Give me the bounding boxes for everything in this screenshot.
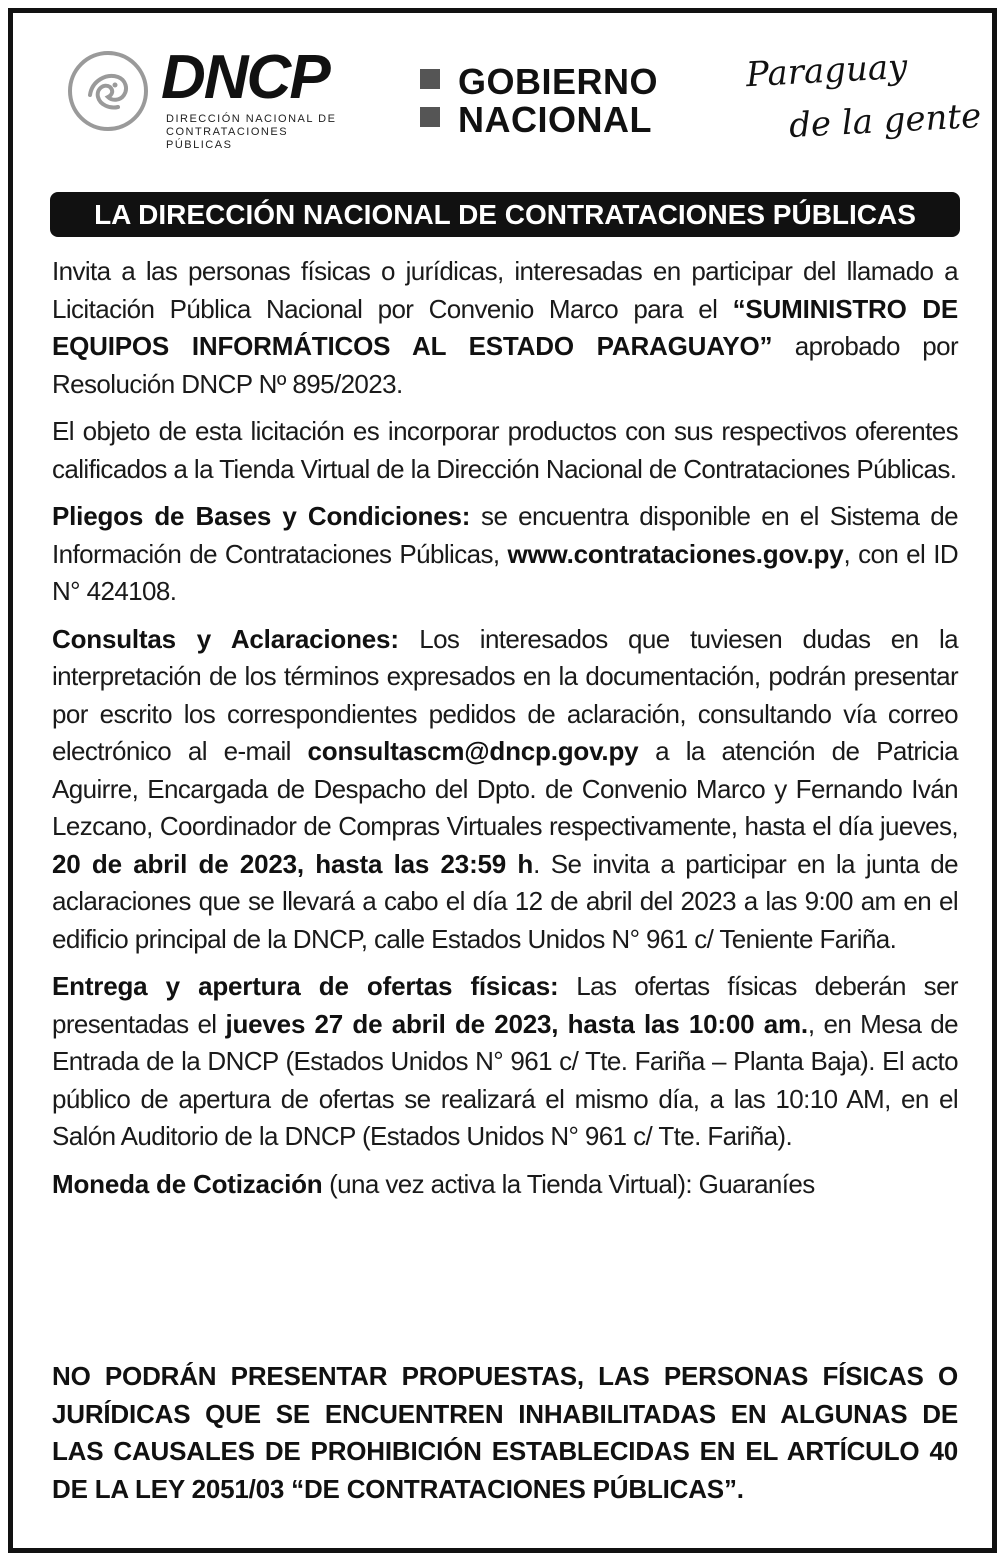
prohibition-warning: NO PODRÁN PRESENTAR PROPUESTAS, LAS PERSONAS FÍSICAS O JURÍDICAS QUE SE ENCUENTREN INHABILITADAS EN ALGUNAS DE LAS CAUSALES DE PROHIBICIÓN ESTABLECIDAS EN EL ARTÍCULO 40 DE LA LEY 2051/03 “DE CONTRATACIONES PÚBLICAS”. — [52, 1361, 958, 1504]
gobierno-square-icon — [420, 107, 440, 127]
gobierno-line1: GOBIERNO — [458, 61, 659, 102]
moneda-label: Moneda de Cotización — [52, 1168, 323, 1199]
intro-paragraph: Invita a las personas físicas o jurídicas, interesadas en participar del llamado a Licitación Pública Nacional por Convenio Marco para el “SUMINISTRO DE EQUIPOS INFORMÁTICOS AL ESTADO PARAGUAYO” aprobado por Resolución DNCP Nº 895/2023. — [52, 256, 959, 399]
gobierno-square-icon — [420, 69, 440, 89]
page-title: LA DIRECCIÓN NACIONAL DE CONTRATACIONES PÚBLICAS — [94, 199, 916, 230]
entrega-label: Entrega y apertura de ofertas físicas: — [52, 971, 559, 1001]
slogan-line1: Paraguay — [745, 46, 909, 96]
entrega-paragraph: Entrega y apertura de ofertas físicas: Las ofertas físicas deberán ser presentadas el jueves 27 de abril de 2023, hasta las 10:00 am., en Mesa de Entrada de la DNCP (Estados Unidos N° 961 c/ Tte. Fariña – Planta Baja). El acto público de apertura de ofertas se realizará el mismo día, a las 10:10 AM, en el Salón Auditorio de la DNCP (Estados Unidos N° 961 c/ Tte. Fariña). — [52, 971, 959, 1151]
dncp-subtitle-line1: DIRECCIÓN NACIONAL DE — [166, 113, 337, 125]
objeto-paragraph: El objeto de esta licitación es incorporar productos con sus respectivos oferentes calificados a la Tienda Virtual de la Dirección Nacional de Contrataciones Públicas. — [52, 416, 958, 484]
moneda-paragraph: Moneda de Cotización (una vez activa la Tienda Virtual): Guaraníes — [52, 1168, 815, 1199]
pliegos-paragraph: Pliegos de Bases y Condiciones: se encuentra disponible en el Sistema de Información de Contrataciones Públicas, www.contrataciones.gov.py, con el ID N° 424108. — [52, 501, 959, 606]
notice-frame — [8, 8, 997, 1553]
logo-header — [13, 13, 992, 163]
website-link[interactable]: www.contrataciones.gov.py — [507, 538, 844, 569]
gobierno-nacional-logo — [458, 63, 658, 139]
dncp-logo-word: DNCP — [161, 43, 329, 112]
dncp-logo-subtitle — [166, 113, 356, 152]
dncp-emblem-icon — [68, 51, 148, 131]
consultas-paragraph: Consultas y Aclaraciones: Los interesados que tuviesen dudas en la interpretación de los términos expresados en la documentación, podrán presentar por escrito los correspondientes pedidos de aclaración, consultando vía correo electrónico al e-mail consultascm@dncp.gov.py a la atención de Patricia Aguirre, Encargada de Despacho del Dpto. de Convenio Marco y Fernando Iván Lezcano, Coordinador de Compras Virtuales respectivamente, hasta el día jueves, 20 de abril de 2023, hasta las 23:59 h. Se invita a participar en la junta de aclaraciones que se llevará a cabo el día 12 de abril del 2023 a las 9:00 am en el edificio principal de la DNCP, calle Estados Unidos N° 961 c/ Teniente Fariña. — [52, 623, 958, 954]
title-banner — [50, 192, 960, 237]
email-link[interactable]: consultascm@dncp.gov.py — [307, 736, 639, 766]
entrega-date: jueves 27 de abril de 2023, hasta las 10:00 am. — [225, 1008, 808, 1039]
consultas-label: Consultas y Aclaraciones: — [52, 623, 399, 654]
slogan-line2: de la gente — [788, 95, 983, 147]
gobierno-line2: NACIONAL — [458, 99, 652, 140]
notice-body — [52, 253, 958, 1213]
consultas-deadline: 20 de abril de 2023, hasta las 23:59 h — [52, 848, 534, 879]
pliegos-label: Pliegos de Bases y Condiciones: — [52, 501, 471, 531]
tender-name: “SUMINISTRO DE EQUIPOS INFORMÁTICOS AL ESTADO PARAGUAYO” — [52, 293, 959, 361]
dncp-subtitle-line2: CONTRATACIONES PÚBLICAS — [166, 126, 289, 151]
